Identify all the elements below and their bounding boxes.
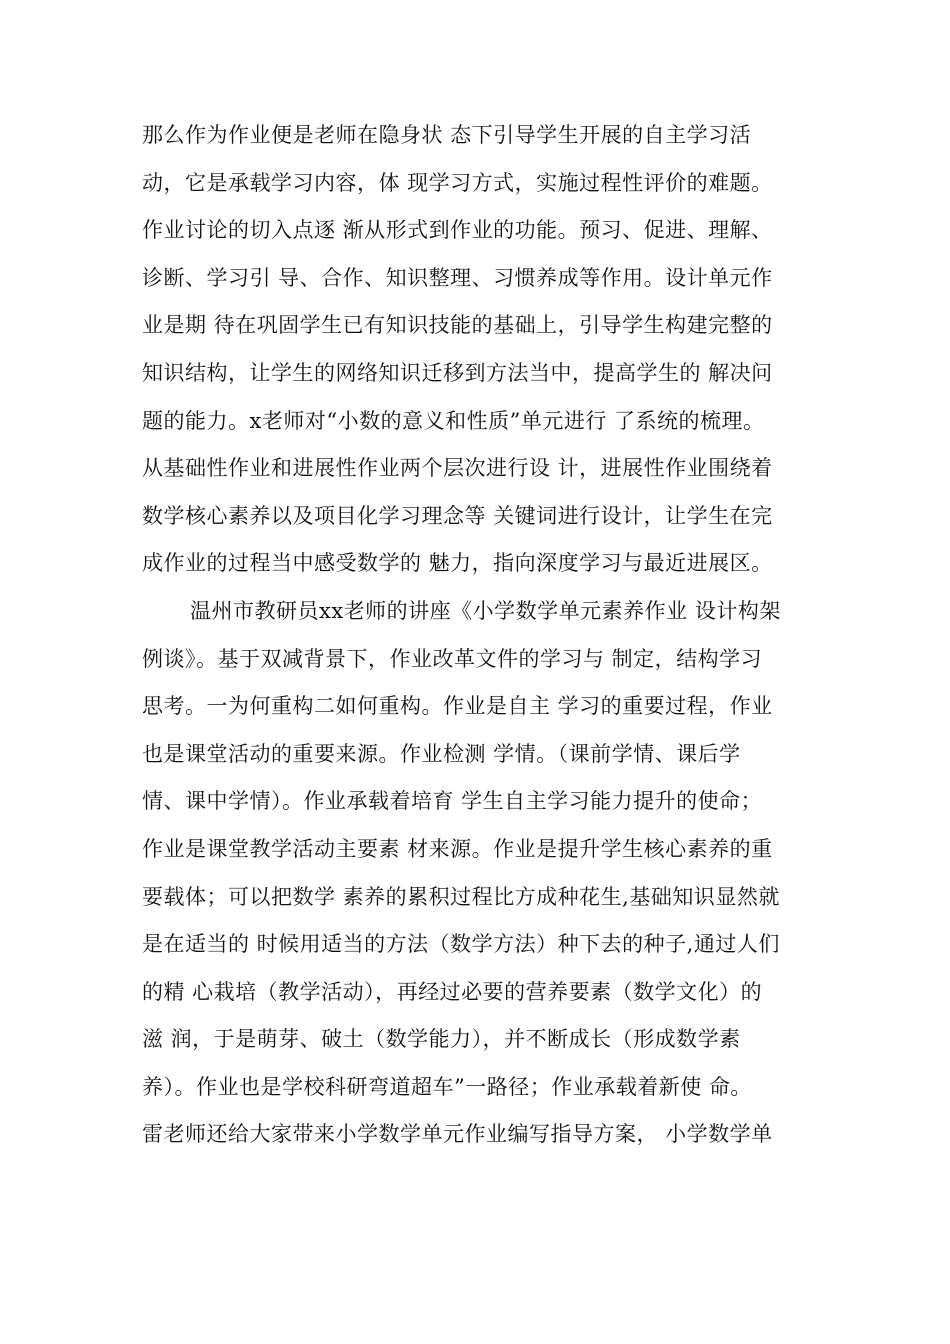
text-line: 滋 润，于是萌芽、破土（数学能力），并不断成长（形成数学素	[142, 1027, 741, 1052]
text-line: 成作业的过程当中感受数学的 魅力，指向深度学习与最近进展区。	[142, 551, 773, 576]
text-line: 的精 心栽培（教学活动），再经过必要的营养要素（数学文化）的	[142, 979, 763, 1004]
text-line: 数学核心素养以及项目化学习理念等 关键词进行设计，让学生在完	[142, 503, 773, 528]
text-line: 思考。一为何重构二如何重构。作业是自主 学习的重要过程，作业	[142, 694, 773, 719]
text-line: 也是课堂活动的重要来源。作业检测 学情。（课前学情、课后学	[142, 741, 741, 766]
text-line: 诊断、学习引 导、合作、知识整理、习惯养成等作用。设计单元作	[142, 265, 773, 290]
text-line: 作业是课堂教学活动主要素 材来源。作业是提升学生核心素养的重	[142, 836, 773, 861]
text-line: 动，它是承载学习内容，体 现学习方式，实施过程性评价的难题。	[142, 170, 773, 195]
text-line: 那么作为作业便是老师在隐身状 态下引导学生开展的自主学习活	[142, 123, 752, 147]
text-line: 是在适当的 时候用适当的方法（数学方法）种下去的种子,通过人们	[142, 932, 780, 957]
text-line: 情、课中学情）。作业承载着培育 学生自主学习能力提升的使命；	[142, 789, 763, 814]
text-line: 养）。作业也是学校科研弯道超车”一路径；作业承载着新使 命。	[142, 1074, 752, 1099]
text-line: 雷老师还给大家带来小学数学单元作业编写指导方案， 小学数学单	[142, 1122, 773, 1147]
paragraph-start-line: 温州市教研员xx老师的讲座《小学数学单元素养作业 设计构架	[190, 598, 781, 623]
text-line: 例谈》。基于双减背景下，作业改革文件的学习与 制定，结构学习	[142, 646, 763, 671]
text-line: 从基础性作业和进展性作业两个层次进行设 计，进展性作业围绕着	[142, 456, 773, 481]
text-line: 作业讨论的切入点逐 渐从形式到作业的功能。预习、促进、理解、	[142, 218, 773, 243]
text-line: 要载体；可以把数学 素养的累积过程比方成种花生,基础知识显然就	[142, 884, 780, 909]
text-line: 题的能力。x老师对“小数的意义和性质”单元进行 了系统的梳理。	[142, 408, 765, 433]
body-text	[142, 112, 822, 1159]
text-line: 业是期 待在巩固学生已有知识技能的基础上，引导学生构建完整的	[142, 313, 773, 338]
text-line: 知识结构，让学生的网络知识迁移到方法当中，提高学生的 解决问	[142, 360, 773, 385]
